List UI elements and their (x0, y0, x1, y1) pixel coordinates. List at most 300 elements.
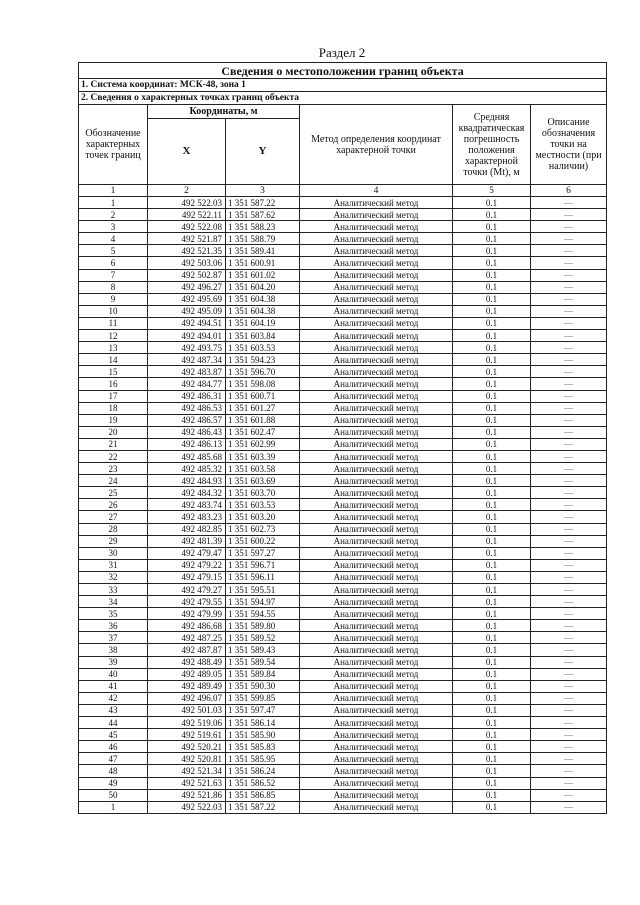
accuracy-cell: 0.1 (453, 717, 531, 729)
table-row (79, 245, 607, 257)
point-number-cell: 36 (79, 620, 148, 632)
x-coordinate-cell: 492 520.21 (148, 741, 226, 753)
accuracy-cell: 0.1 (453, 729, 531, 741)
x-coordinate-cell: 492 479.47 (148, 547, 226, 559)
x-coordinate-cell: 492 521.87 (148, 233, 226, 245)
point-number-cell: 20 (79, 426, 148, 438)
description-cell: — (531, 547, 607, 559)
accuracy-cell: 0.1 (453, 765, 531, 777)
method-cell: Аналитический метод (300, 523, 453, 535)
x-coordinate-cell: 492 479.27 (148, 584, 226, 596)
y-coordinate-cell: 1 351 589.54 (226, 656, 300, 668)
x-coordinate-cell: 492 522.03 (148, 197, 226, 209)
header-coordinates: Координаты, м (148, 105, 300, 119)
accuracy-cell: 0.1 (453, 197, 531, 209)
accuracy-cell: 0.1 (453, 523, 531, 535)
accuracy-cell: 0.1 (453, 414, 531, 426)
description-cell: — (531, 378, 607, 390)
y-coordinate-cell: 1 351 585.83 (226, 741, 300, 753)
accuracy-cell: 0.1 (453, 450, 531, 462)
x-coordinate-cell: 492 495.69 (148, 293, 226, 305)
method-cell: Аналитический метод (300, 233, 453, 245)
table-row (79, 668, 607, 680)
x-coordinate-cell: 492 522.11 (148, 209, 226, 221)
table-row (79, 584, 607, 596)
column-number: 5 (453, 185, 531, 197)
y-coordinate-cell: 1 351 604.20 (226, 281, 300, 293)
point-number-cell: 15 (79, 366, 148, 378)
accuracy-cell: 0.1 (453, 559, 531, 571)
point-number-cell: 33 (79, 584, 148, 596)
accuracy-cell: 0.1 (453, 378, 531, 390)
point-number-cell: 11 (79, 317, 148, 329)
method-cell: Аналитический метод (300, 704, 453, 716)
accuracy-cell: 0.1 (453, 753, 531, 765)
accuracy-cell: 0.1 (453, 620, 531, 632)
point-number-cell: 4 (79, 233, 148, 245)
point-number-cell: 35 (79, 608, 148, 620)
header-method: Метод определения координат характерной точки (300, 105, 453, 185)
column-number: 1 (79, 185, 148, 197)
description-cell: — (531, 233, 607, 245)
description-cell: — (531, 499, 607, 511)
x-coordinate-cell: 492 501.03 (148, 704, 226, 716)
method-cell: Аналитический метод (300, 378, 453, 390)
y-coordinate-cell: 1 351 600.71 (226, 390, 300, 402)
y-coordinate-cell: 1 351 595.51 (226, 584, 300, 596)
point-number-cell: 30 (79, 547, 148, 559)
method-cell: Аналитический метод (300, 499, 453, 511)
description-cell: — (531, 596, 607, 608)
description-cell: — (531, 765, 607, 777)
method-cell: Аналитический метод (300, 293, 453, 305)
point-number-cell: 40 (79, 668, 148, 680)
method-cell: Аналитический метод (300, 753, 453, 765)
method-cell: Аналитический метод (300, 463, 453, 475)
table-body (79, 197, 607, 814)
y-coordinate-cell: 1 351 587.22 (226, 801, 300, 813)
accuracy-cell: 0.1 (453, 354, 531, 366)
y-coordinate-cell: 1 351 586.24 (226, 765, 300, 777)
point-number-cell: 41 (79, 680, 148, 692)
y-coordinate-cell: 1 351 585.90 (226, 729, 300, 741)
table-row (79, 632, 607, 644)
x-coordinate-cell: 492 481.39 (148, 535, 226, 547)
method-cell: Аналитический метод (300, 354, 453, 366)
column-number-row (79, 185, 607, 197)
x-coordinate-cell: 492 522.08 (148, 221, 226, 233)
description-cell: — (531, 668, 607, 680)
y-coordinate-cell: 1 351 603.84 (226, 330, 300, 342)
header-designation: Обозначение характерных точек границ (79, 105, 148, 185)
method-cell: Аналитический метод (300, 221, 453, 233)
description-cell: — (531, 426, 607, 438)
table-row (79, 402, 607, 414)
accuracy-cell: 0.1 (453, 704, 531, 716)
table-row (79, 293, 607, 305)
accuracy-cell: 0.1 (453, 330, 531, 342)
y-coordinate-cell: 1 351 594.55 (226, 608, 300, 620)
description-cell: — (531, 450, 607, 462)
x-coordinate-cell: 492 493.75 (148, 342, 226, 354)
description-cell: — (531, 511, 607, 523)
table-row (79, 366, 607, 378)
y-coordinate-cell: 1 351 602.47 (226, 426, 300, 438)
point-number-cell: 43 (79, 704, 148, 716)
y-coordinate-cell: 1 351 603.53 (226, 342, 300, 354)
accuracy-cell: 0.1 (453, 209, 531, 221)
method-cell: Аналитический метод (300, 680, 453, 692)
point-number-cell: 49 (79, 777, 148, 789)
accuracy-cell: 0.1 (453, 475, 531, 487)
description-cell: — (531, 438, 607, 450)
method-cell: Аналитический метод (300, 559, 453, 571)
y-coordinate-cell: 1 351 587.62 (226, 209, 300, 221)
table-row (79, 499, 607, 511)
x-coordinate-cell: 492 522.03 (148, 801, 226, 813)
x-coordinate-cell: 492 483.74 (148, 499, 226, 511)
description-cell: — (531, 608, 607, 620)
point-number-cell: 17 (79, 390, 148, 402)
table-row (79, 197, 607, 209)
header-description: Описание обозначения точки на местности (при наличии) (531, 105, 607, 185)
description-cell: — (531, 390, 607, 402)
y-coordinate-cell: 1 351 597.27 (226, 547, 300, 559)
method-cell: Аналитический метод (300, 269, 453, 281)
method-cell: Аналитический метод (300, 801, 453, 813)
x-coordinate-cell: 492 503.06 (148, 257, 226, 269)
table-row (79, 233, 607, 245)
y-coordinate-cell: 1 351 602.73 (226, 523, 300, 535)
method-cell: Аналитический метод (300, 366, 453, 378)
x-coordinate-cell: 492 519.06 (148, 717, 226, 729)
method-cell: Аналитический метод (300, 547, 453, 559)
x-coordinate-cell: 492 484.32 (148, 487, 226, 499)
method-cell: Аналитический метод (300, 584, 453, 596)
accuracy-cell: 0.1 (453, 644, 531, 656)
description-cell: — (531, 293, 607, 305)
table-row (79, 644, 607, 656)
table-row (79, 354, 607, 366)
y-coordinate-cell: 1 351 603.58 (226, 463, 300, 475)
method-cell: Аналитический метод (300, 342, 453, 354)
method-cell: Аналитический метод (300, 789, 453, 801)
table-row (79, 330, 607, 342)
accuracy-cell: 0.1 (453, 680, 531, 692)
description-cell: — (531, 317, 607, 329)
accuracy-cell: 0.1 (453, 692, 531, 704)
y-coordinate-cell: 1 351 586.85 (226, 789, 300, 801)
x-coordinate-cell: 492 485.32 (148, 463, 226, 475)
y-coordinate-cell: 1 351 603.20 (226, 511, 300, 523)
accuracy-cell: 0.1 (453, 366, 531, 378)
accuracy-cell: 0.1 (453, 293, 531, 305)
x-coordinate-cell: 492 487.87 (148, 644, 226, 656)
method-cell: Аналитический метод (300, 257, 453, 269)
column-number: 4 (300, 185, 453, 197)
description-cell: — (531, 221, 607, 233)
point-number-cell: 7 (79, 269, 148, 281)
x-coordinate-cell: 492 479.15 (148, 571, 226, 583)
description-cell: — (531, 305, 607, 317)
x-coordinate-cell: 492 521.63 (148, 777, 226, 789)
method-cell: Аналитический метод (300, 209, 453, 221)
table-row (79, 801, 607, 813)
x-coordinate-cell: 492 494.01 (148, 330, 226, 342)
point-number-cell: 8 (79, 281, 148, 293)
x-coordinate-cell: 492 486.43 (148, 426, 226, 438)
table-row (79, 450, 607, 462)
table-row (79, 511, 607, 523)
section-title: Раздел 2 (318, 45, 366, 60)
description-cell: — (531, 245, 607, 257)
table-row (79, 620, 607, 632)
method-cell: Аналитический метод (300, 487, 453, 499)
y-coordinate-cell: 1 351 590.30 (226, 680, 300, 692)
method-cell: Аналитический метод (300, 438, 453, 450)
accuracy-cell: 0.1 (453, 463, 531, 475)
point-number-cell: 16 (79, 378, 148, 390)
description-cell: — (531, 354, 607, 366)
accuracy-cell: 0.1 (453, 257, 531, 269)
table-row (79, 729, 607, 741)
point-number-cell: 21 (79, 438, 148, 450)
description-cell: — (531, 535, 607, 547)
y-coordinate-cell: 1 351 598.08 (226, 378, 300, 390)
table-row (79, 608, 607, 620)
point-number-cell: 48 (79, 765, 148, 777)
table-row (79, 209, 607, 221)
description-cell: — (531, 777, 607, 789)
table-row (79, 692, 607, 704)
y-coordinate-cell: 1 351 586.52 (226, 777, 300, 789)
description-cell: — (531, 197, 607, 209)
boundary-points-table (78, 62, 607, 814)
description-cell: — (531, 753, 607, 765)
header-accuracy: Средняя квадратическая погрешность положения характерной точки (Mt), м (453, 105, 531, 185)
method-cell: Аналитический метод (300, 644, 453, 656)
y-coordinate-cell: 1 351 589.52 (226, 632, 300, 644)
point-number-cell: 50 (79, 789, 148, 801)
point-number-cell: 6 (79, 257, 148, 269)
description-cell: — (531, 632, 607, 644)
accuracy-cell: 0.1 (453, 342, 531, 354)
point-number-cell: 18 (79, 402, 148, 414)
accuracy-cell: 0.1 (453, 269, 531, 281)
point-number-cell: 37 (79, 632, 148, 644)
column-number: 2 (148, 185, 226, 197)
table-row (79, 487, 607, 499)
x-coordinate-cell: 492 488.49 (148, 656, 226, 668)
point-number-cell: 46 (79, 741, 148, 753)
accuracy-cell: 0.1 (453, 221, 531, 233)
method-cell: Аналитический метод (300, 571, 453, 583)
y-coordinate-cell: 1 351 604.19 (226, 317, 300, 329)
y-coordinate-cell: 1 351 589.80 (226, 620, 300, 632)
x-coordinate-cell: 492 521.35 (148, 245, 226, 257)
table-row (79, 777, 607, 789)
table-row (79, 765, 607, 777)
accuracy-cell: 0.1 (453, 402, 531, 414)
point-number-cell: 23 (79, 463, 148, 475)
table-row (79, 741, 607, 753)
y-coordinate-cell: 1 351 597.47 (226, 704, 300, 716)
point-number-cell: 34 (79, 596, 148, 608)
point-number-cell: 12 (79, 330, 148, 342)
table-row (79, 221, 607, 233)
point-number-cell: 44 (79, 717, 148, 729)
x-coordinate-cell: 492 486.53 (148, 402, 226, 414)
accuracy-cell: 0.1 (453, 245, 531, 257)
x-coordinate-cell: 492 482.85 (148, 523, 226, 535)
x-coordinate-cell: 492 489.49 (148, 680, 226, 692)
method-cell: Аналитический метод (300, 281, 453, 293)
table-row (79, 571, 607, 583)
description-cell: — (531, 620, 607, 632)
description-cell: — (531, 330, 607, 342)
point-number-cell: 10 (79, 305, 148, 317)
description-cell: — (531, 209, 607, 221)
table-row (79, 342, 607, 354)
header-y: Y (226, 119, 300, 185)
x-coordinate-cell: 492 487.34 (148, 354, 226, 366)
y-coordinate-cell: 1 351 599.85 (226, 692, 300, 704)
point-number-cell: 32 (79, 571, 148, 583)
accuracy-cell: 0.1 (453, 668, 531, 680)
accuracy-cell: 0.1 (453, 390, 531, 402)
description-cell: — (531, 644, 607, 656)
description-cell: — (531, 789, 607, 801)
y-coordinate-cell: 1 351 588.23 (226, 221, 300, 233)
accuracy-cell: 0.1 (453, 608, 531, 620)
point-number-cell: 2 (79, 209, 148, 221)
x-coordinate-cell: 492 521.34 (148, 765, 226, 777)
x-coordinate-cell: 492 496.07 (148, 692, 226, 704)
y-coordinate-cell: 1 351 594.23 (226, 354, 300, 366)
y-coordinate-cell: 1 351 587.22 (226, 197, 300, 209)
method-cell: Аналитический метод (300, 245, 453, 257)
point-number-cell: 22 (79, 450, 148, 462)
table-row (79, 269, 607, 281)
accuracy-cell: 0.1 (453, 499, 531, 511)
accuracy-cell: 0.1 (453, 511, 531, 523)
x-coordinate-cell: 492 483.87 (148, 366, 226, 378)
x-coordinate-cell: 492 486.13 (148, 438, 226, 450)
description-cell: — (531, 656, 607, 668)
y-coordinate-cell: 1 351 589.41 (226, 245, 300, 257)
y-coordinate-cell: 1 351 585.95 (226, 753, 300, 765)
description-cell: — (531, 414, 607, 426)
table-row (79, 656, 607, 668)
method-cell: Аналитический метод (300, 426, 453, 438)
description-cell: — (531, 281, 607, 293)
table-row (79, 559, 607, 571)
description-cell: — (531, 571, 607, 583)
method-cell: Аналитический метод (300, 608, 453, 620)
table-row (79, 463, 607, 475)
accuracy-cell: 0.1 (453, 535, 531, 547)
y-coordinate-cell: 1 351 602.99 (226, 438, 300, 450)
accuracy-cell: 0.1 (453, 547, 531, 559)
description-cell: — (531, 584, 607, 596)
x-coordinate-cell: 492 489.05 (148, 668, 226, 680)
description-cell: — (531, 717, 607, 729)
table-row (79, 535, 607, 547)
method-cell: Аналитический метод (300, 450, 453, 462)
method-cell: Аналитический метод (300, 765, 453, 777)
point-number-cell: 27 (79, 511, 148, 523)
y-coordinate-cell: 1 351 596.71 (226, 559, 300, 571)
point-number-cell: 42 (79, 692, 148, 704)
method-cell: Аналитический метод (300, 717, 453, 729)
point-number-cell: 3 (79, 221, 148, 233)
point-number-cell: 39 (79, 656, 148, 668)
description-cell: — (531, 269, 607, 281)
method-cell: Аналитический метод (300, 390, 453, 402)
column-number: 3 (226, 185, 300, 197)
method-cell: Аналитический метод (300, 656, 453, 668)
accuracy-cell: 0.1 (453, 656, 531, 668)
y-coordinate-cell: 1 351 603.53 (226, 499, 300, 511)
table-row (79, 426, 607, 438)
method-cell: Аналитический метод (300, 692, 453, 704)
description-cell: — (531, 342, 607, 354)
description-cell: — (531, 680, 607, 692)
description-cell: — (531, 257, 607, 269)
x-coordinate-cell: 492 502.87 (148, 269, 226, 281)
method-cell: Аналитический метод (300, 511, 453, 523)
y-coordinate-cell: 1 351 589.43 (226, 644, 300, 656)
method-cell: Аналитический метод (300, 197, 453, 209)
y-coordinate-cell: 1 351 586.14 (226, 717, 300, 729)
method-cell: Аналитический метод (300, 777, 453, 789)
table-row (79, 596, 607, 608)
description-cell: — (531, 402, 607, 414)
table-row (79, 753, 607, 765)
description-cell: — (531, 729, 607, 741)
table-row (79, 704, 607, 716)
y-coordinate-cell: 1 351 600.22 (226, 535, 300, 547)
y-coordinate-cell: 1 351 603.39 (226, 450, 300, 462)
accuracy-cell: 0.1 (453, 281, 531, 293)
table-row (79, 414, 607, 426)
accuracy-cell: 0.1 (453, 632, 531, 644)
y-coordinate-cell: 1 351 604.38 (226, 305, 300, 317)
method-cell: Аналитический метод (300, 729, 453, 741)
x-coordinate-cell: 492 519.61 (148, 729, 226, 741)
x-coordinate-cell: 492 496.27 (148, 281, 226, 293)
y-coordinate-cell: 1 351 596.11 (226, 571, 300, 583)
method-cell: Аналитический метод (300, 535, 453, 547)
header-x: X (148, 119, 226, 185)
x-coordinate-cell: 492 484.93 (148, 475, 226, 487)
accuracy-cell: 0.1 (453, 426, 531, 438)
x-coordinate-cell: 492 486.57 (148, 414, 226, 426)
table-row (79, 378, 607, 390)
table-row (79, 438, 607, 450)
table-row (79, 680, 607, 692)
y-coordinate-cell: 1 351 596.70 (226, 366, 300, 378)
point-number-cell: 1 (79, 197, 148, 209)
accuracy-cell: 0.1 (453, 789, 531, 801)
x-coordinate-cell: 492 520.81 (148, 753, 226, 765)
accuracy-cell: 0.1 (453, 438, 531, 450)
x-coordinate-cell: 492 487.25 (148, 632, 226, 644)
point-number-cell: 47 (79, 753, 148, 765)
x-coordinate-cell: 492 479.99 (148, 608, 226, 620)
document-page (78, 44, 606, 814)
table-row (79, 475, 607, 487)
